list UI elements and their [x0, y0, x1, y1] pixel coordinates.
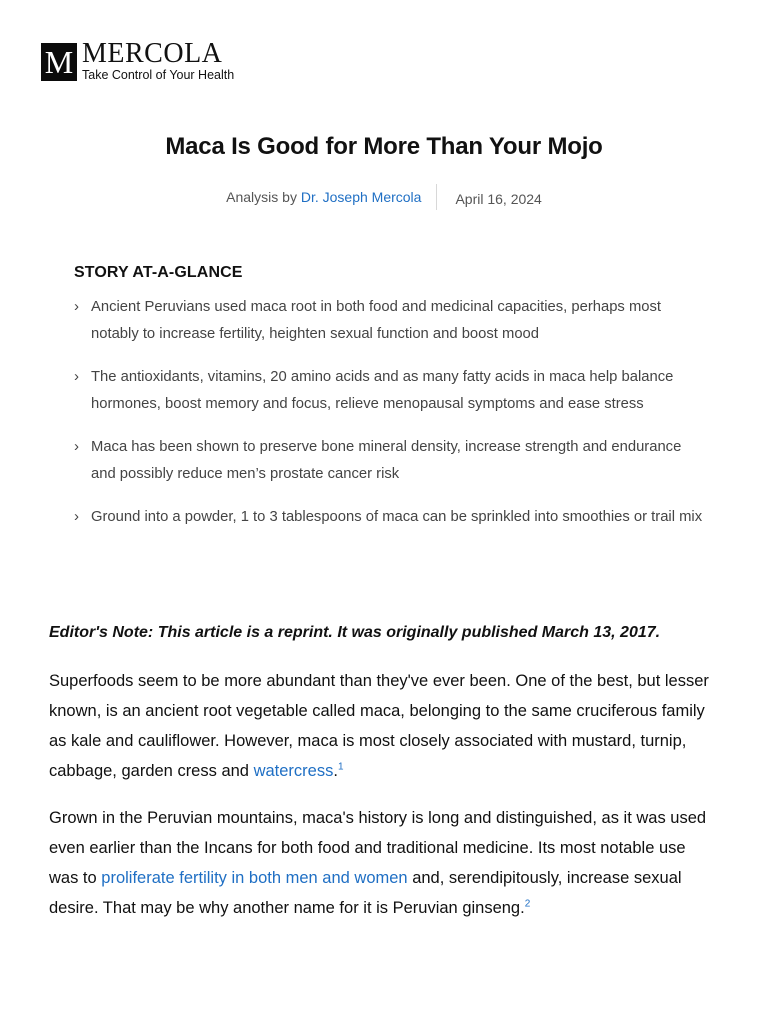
- chevron-right-icon: ›: [74, 508, 79, 525]
- paragraph-text-end: and, serendipitously, increase sexual desire. That may be why another name for it is Peruvian ginseng.: [49, 869, 682, 917]
- publish-date: April 16, 2024: [455, 190, 542, 207]
- byline: [0, 184, 768, 210]
- glance-item: [74, 364, 704, 417]
- logo-wordmark: MERCOLA: [82, 38, 223, 69]
- logo-tagline: Take Control of Your Health: [82, 68, 235, 82]
- article-title: Maca Is Good for More Than Your Mojo: [165, 133, 603, 160]
- body-paragraph-2: [49, 803, 709, 923]
- watercress-link[interactable]: watercress: [253, 762, 334, 780]
- editor-note: Editor's Note: This article is a reprint. It was originally published March 13, 2017.: [49, 624, 661, 641]
- chevron-right-icon: ›: [74, 438, 79, 455]
- paragraph-text-end: .: [333, 762, 338, 780]
- paragraph-text: Grown in the Peruvian mountains, maca's history is long and distinguished, as it was used even earlier than the Incans for both food and traditional medicine. Its most notable use was to: [49, 809, 707, 887]
- glance-list: [74, 294, 704, 531]
- glance-heading: STORY AT-A-GLANCE: [74, 264, 243, 281]
- glance-item: [74, 294, 704, 347]
- chevron-right-icon: ›: [74, 298, 79, 315]
- chevron-right-icon: ›: [74, 368, 79, 385]
- byline-divider: [436, 184, 437, 210]
- logo-text: [82, 38, 235, 82]
- story-at-a-glance: [74, 264, 704, 548]
- footnote-1-link[interactable]: 1: [337, 761, 344, 773]
- logo-badge: M: [41, 43, 77, 81]
- footnote-2-link[interactable]: 2: [524, 898, 531, 910]
- body-paragraph-1: [49, 666, 709, 786]
- glance-item: [74, 434, 704, 487]
- author-link[interactable]: Dr. Joseph Mercola: [300, 189, 422, 205]
- glance-item: [74, 504, 704, 531]
- glance-item-text: Maca has been shown to preserve bone mineral density, increase strength and endurance and possibly reduce men’s prostate cancer risk: [91, 439, 682, 482]
- glance-item-text: The antioxidants, vitamins, 20 amino acids and as many fatty acids in maca help balance hormones, boost memory and focus, relieve menopausal symptoms and ease stress: [91, 369, 674, 412]
- byline-prefix: Analysis by: [226, 189, 297, 205]
- glance-item-text: Ancient Peruvians used maca root in both food and medicinal capacities, perhaps most notably to increase fertility, heighten sexual function and boost mood: [91, 299, 662, 342]
- mercola-logo[interactable]: [41, 38, 235, 82]
- paragraph-text: Superfoods seem to be more abundant than they've ever been. One of the best, but lesser known, is an ancient root vegetable called maca, belonging to the same cruciferous family as kale and cauliflower. However, maca is most closely associated with mustard, turnip, cabbage, garden cress and: [49, 672, 709, 780]
- fertility-link[interactable]: proliferate fertility in both men and women: [101, 869, 408, 887]
- glance-item-text: Ground into a powder, 1 to 3 tablespoons of maca can be sprinkled into smoothies or trail mix: [91, 509, 703, 525]
